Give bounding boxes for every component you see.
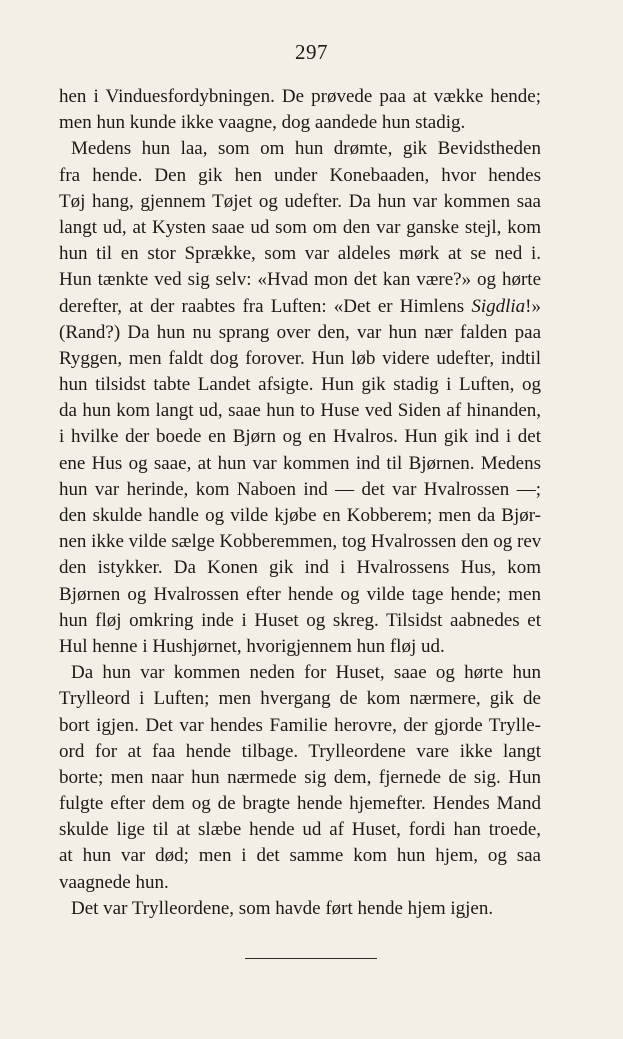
text-line: Ryggen, men faldt dog forover. Hun løb videre udefter, indtil xyxy=(59,347,541,369)
text-line: i hvilke der boede en Bjørn og en Hvalros. Hun gik ind i det xyxy=(59,426,541,448)
text-line: derefter, at der raabtes fra Luften: «Det er Himlens Sigdlia!» xyxy=(59,295,541,317)
text-line: nen ikke vilde sælge Kobberemmen, tog Hvalrossen den og rev xyxy=(59,531,541,553)
text-line: den skulde handle og vilde kjøbe en Kobberem; men da Bjør- xyxy=(59,505,541,526)
text-line: Medens hun laa, som om hun drømte, gik Bevidstheden xyxy=(71,138,541,160)
text-line: hun fløj omkring inde i Huset og skreg. Tilsidst aabnedes et xyxy=(59,609,541,631)
text-line: Det var Trylleordene, som havde ført hende hjem igjen. xyxy=(71,897,494,919)
text-line: (Rand?) Da hun nu sprang over den, var hun nær falden paa xyxy=(59,321,541,343)
text-line: hen i Vinduesfordybningen. De prøvede paa at vække hende; xyxy=(59,86,541,107)
text-line: den istykker. Da Konen gik ind i Hvalrossens Hus, kom xyxy=(59,557,541,579)
text-line: hun til en stor Sprække, som var aldeles mørk at se ned i. xyxy=(59,243,541,265)
text-line: at hun var død; men i det samme kom hun hjem, og saa xyxy=(59,845,541,867)
body-text xyxy=(59,84,541,922)
text-line: ord for at faa hende tilbage. Trylleordene vare ikke langt xyxy=(59,740,541,762)
end-rule xyxy=(245,958,377,959)
text-line: Da hun var kommen neden for Huset, saae og hørte hun xyxy=(71,662,541,684)
text-line: fulgte efter dem og de bragte hende hjemefter. Hendes Mand xyxy=(59,793,541,815)
text-line: vaagnede hun. xyxy=(59,871,169,893)
text-line: da hun kom langt ud, saae hun to Huse ved Siden af hinanden, xyxy=(59,400,541,422)
text-line: bort igjen. Det var hendes Familie herovre, der gjorde Trylle- xyxy=(59,714,541,736)
text-line: Trylleord i Luften; men hvergang de kom nærmere, gik de xyxy=(59,688,541,710)
text-line: Bjørnen og Hvalrossen efter hende og vilde tage hende; men xyxy=(59,583,541,605)
text-line: Hun tænkte ved sig selv: «Hvad mon det kan være?» og hørte xyxy=(59,269,541,291)
text-line: Tøj hang, gjennem Tøjet og udefter. Da hun var kommen saa xyxy=(59,190,541,212)
text-line: borte; men naar hun nærmede sig dem, fjernede de sig. Hun xyxy=(59,766,541,788)
text-line: fra hende. Den gik hen under Konebaaden, hvor hendes xyxy=(59,164,541,186)
text-line: hun tilsidst tabte Landet afsigte. Hun gik stadig i Luften, og xyxy=(59,374,541,396)
page-number: 297 xyxy=(295,40,328,64)
text-line: men hun kunde ikke vaagne, dog aandede hun stadig. xyxy=(59,112,466,134)
text-line: Hul henne i Hushjørnet, hvorigjennem hun fløj ud. xyxy=(59,635,445,657)
text-line: skulde lige til at slæbe hende ud af Huset, fordi han troede, xyxy=(59,819,541,841)
text-line: ene Hus og saae, at hun var kommen ind til Bjørnen. Medens xyxy=(59,452,541,474)
italic-term: Sigdlia xyxy=(471,295,526,317)
text-line: langt ud, at Kysten saae ud som om den var ganske stejl, kom xyxy=(59,216,541,238)
text-line: hun var herinde, kom Naboen ind — det var Hvalrossen —; xyxy=(59,478,541,500)
